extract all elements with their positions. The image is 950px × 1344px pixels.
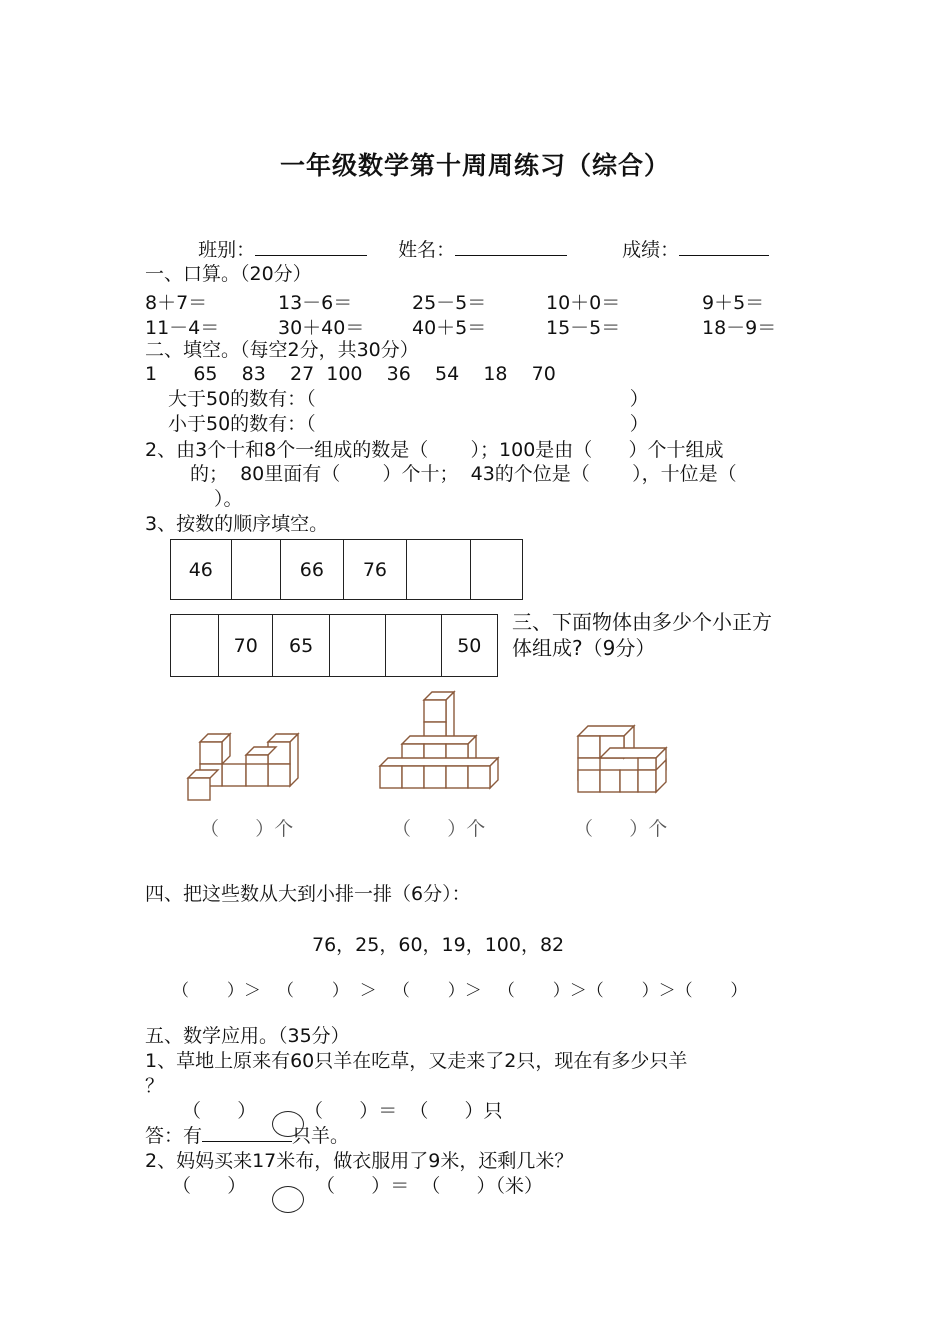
answer-prefix: 答：有 bbox=[145, 1125, 203, 1147]
calc-2-1: 11－4＝ bbox=[145, 317, 220, 339]
seq1-cell[interactable] bbox=[231, 540, 280, 600]
seq1-cell: 46 bbox=[171, 540, 232, 600]
section4-heading: 四、把这些数从大到小排一排（6分）： bbox=[145, 883, 471, 905]
section5-heading: 五、数学应用。（35分） bbox=[145, 1025, 350, 1047]
section3-heading-line2: 体组成?（9分） bbox=[512, 636, 656, 660]
class-field bbox=[186, 214, 367, 262]
cube-figure-2 bbox=[378, 690, 504, 794]
cube-group bbox=[578, 726, 666, 792]
q2-line2: 的； 80里面有（ ）个十； 43的个位是（ ），十位是（ bbox=[190, 463, 737, 485]
section3-heading-line1: 三、下面物体由多少个小正方 bbox=[512, 610, 772, 634]
calc-2-4: 15－5＝ bbox=[546, 317, 621, 339]
score-blank[interactable] bbox=[679, 255, 769, 256]
calc-1-5: 9＋5＝ bbox=[702, 292, 765, 314]
sequence-table-1 bbox=[170, 539, 523, 600]
seq2-cell[interactable] bbox=[385, 615, 441, 677]
seq2-cell: 70 bbox=[219, 615, 273, 677]
seq2-cell[interactable] bbox=[171, 615, 219, 677]
class-blank[interactable] bbox=[255, 255, 367, 256]
seq1-cell: 66 bbox=[281, 540, 344, 600]
cube-answer-2[interactable]: （ ）个 bbox=[392, 818, 486, 840]
q5-2-equation-left[interactable]: （ ） bbox=[172, 1175, 247, 1197]
less-than-50: 小于50的数有：（ ） bbox=[168, 413, 649, 435]
number-list: 1 65 83 27 100 36 54 18 70 bbox=[145, 363, 556, 385]
numbers-to-sort: 76，25，60，19，100，82 bbox=[312, 934, 565, 956]
calc-1-3: 25－5＝ bbox=[412, 292, 487, 314]
q5-1-answer bbox=[145, 1124, 349, 1148]
name-blank[interactable] bbox=[455, 255, 567, 256]
q5-1-line2: ？ bbox=[145, 1075, 165, 1097]
cube-group bbox=[188, 734, 298, 800]
q2-line3: ）。 bbox=[214, 488, 243, 510]
calc-2-5: 18－9＝ bbox=[702, 317, 777, 339]
calc-1-2: 13－6＝ bbox=[278, 292, 353, 314]
sort-answer-line[interactable]: （ ）＞ （ ） ＞ （ ）＞ （ ）＞（ ）＞（ ） bbox=[172, 981, 748, 1001]
operator-circle[interactable] bbox=[272, 1186, 304, 1213]
section1-heading: 一、口算。（20分） bbox=[145, 263, 312, 285]
q5-2-line1: 2、妈妈买来17米布，做衣服用了9米，还剩几米？ bbox=[145, 1150, 574, 1172]
page-title: 一年级数学第十周周练习（综合） bbox=[279, 151, 670, 180]
q5-1-line1: 1、草地上原来有60只羊在吃草，又走来了2只，现在有多少只羊 bbox=[145, 1050, 688, 1072]
score-field bbox=[610, 214, 769, 262]
cube-figure-1 bbox=[186, 730, 306, 805]
greater-than-50: 大于50的数有：（ ） bbox=[168, 388, 649, 410]
calc-2-2: 30＋40＝ bbox=[278, 317, 365, 339]
cube-group bbox=[380, 692, 498, 788]
q5-2-equation-right[interactable]: （ ）＝ （ ）（米） bbox=[316, 1175, 544, 1197]
q5-1-equation-right[interactable]: （ ）＝ （ ）只 bbox=[304, 1100, 503, 1122]
cube-answer-1[interactable]: （ ）个 bbox=[200, 818, 294, 840]
q2-line1: 2、由3个十和8个一组成的数是（ ）；100是由（ ）个十组成 bbox=[145, 439, 724, 461]
class-label: 班别： bbox=[198, 239, 256, 261]
q3-heading: 3、按数的顺序填空。 bbox=[145, 513, 329, 535]
seq1-cell: 76 bbox=[343, 540, 407, 600]
calc-2-3: 40＋5＝ bbox=[412, 317, 487, 339]
name-label: 姓名： bbox=[398, 239, 456, 261]
calc-1-1: 8＋7＝ bbox=[145, 292, 208, 314]
seq1-cell[interactable] bbox=[407, 540, 470, 600]
cube-figure-3 bbox=[574, 722, 670, 796]
seq2-cell: 65 bbox=[273, 615, 329, 677]
answer-suffix: 只羊。 bbox=[292, 1125, 350, 1147]
seq1-cell[interactable] bbox=[470, 540, 522, 600]
calc-1-4: 10＋0＝ bbox=[546, 292, 621, 314]
seq2-cell: 50 bbox=[441, 615, 497, 677]
seq2-cell[interactable] bbox=[329, 615, 385, 677]
section2-heading: 二、填空。（每空2分，共30分） bbox=[145, 339, 419, 361]
sequence-table-2 bbox=[170, 614, 498, 677]
score-label: 成绩： bbox=[622, 239, 680, 261]
answer-blank[interactable] bbox=[202, 1141, 292, 1142]
cube-answer-3[interactable]: （ ）个 bbox=[574, 818, 668, 840]
name-field bbox=[386, 214, 567, 262]
q5-1-equation-left[interactable]: （ ） bbox=[182, 1100, 257, 1122]
